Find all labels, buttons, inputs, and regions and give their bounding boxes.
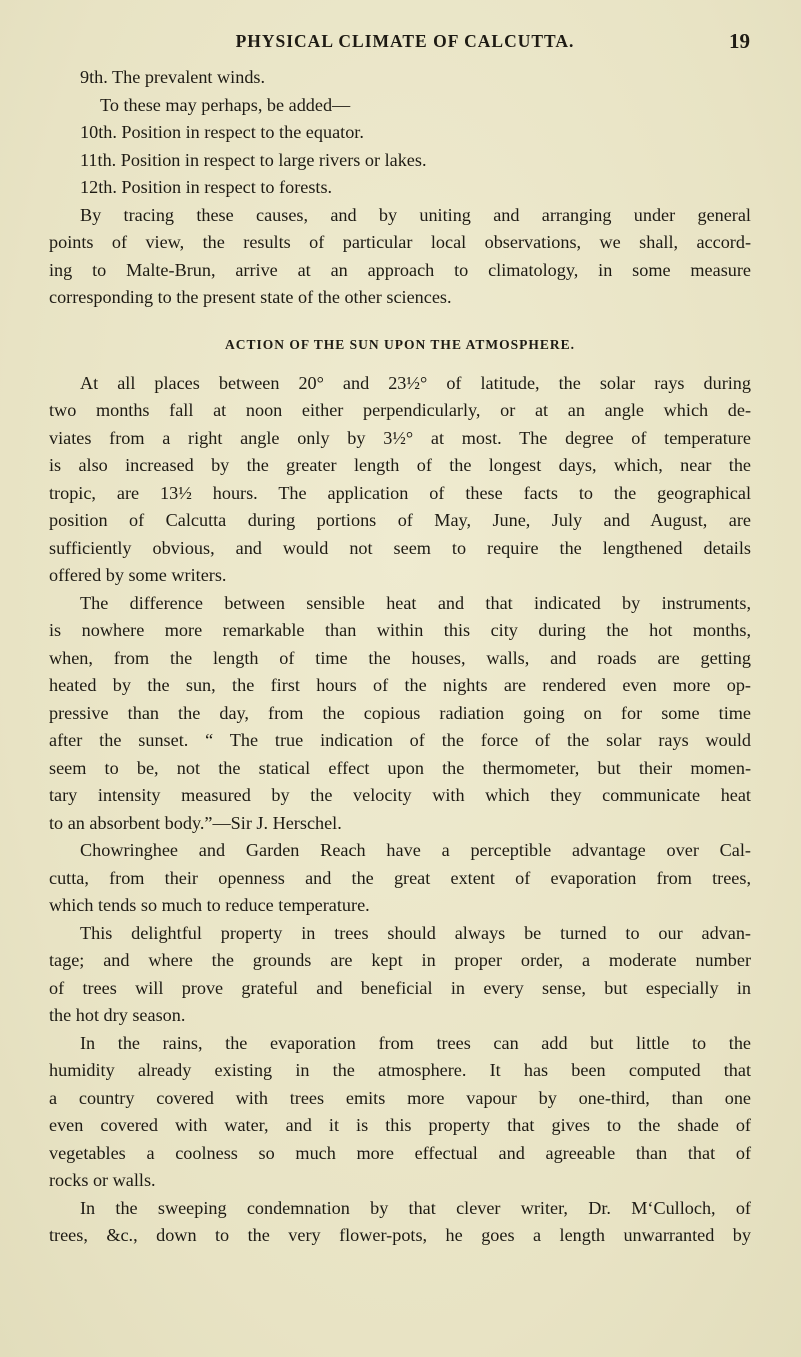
text-line: sufficiently obvious, and would not seem to require the lengthened details [49,537,751,558]
text-line: the hot dry season. [49,1005,186,1025]
text-line: to an absorbent body.”—Sir J. Herschel. [49,812,342,833]
text-line: viates from a right angle only by 3½° at most. The degree of temperature [49,427,751,448]
text-line: of trees will prove grateful and beneficial in every sense, but especially in [49,977,751,998]
text-line: tage; and where the grounds are kept in proper order, a moderate number [49,950,751,970]
running-header [60,24,750,58]
text-line: seem to be, not the statical effect upon the thermometer, but their momen- [49,757,751,778]
text-line: trees, &c., down to the very flower-pots, he goes a length unwarranted by [49,1225,751,1245]
text-line: is also increased by the greater length of the longest days, which, near the [49,455,751,475]
text-line: heated by the sun, the first hours of the nights are rendered even more op- [49,675,751,695]
text-line: even covered with water, and it is this property that gives to the shade of [49,1115,751,1135]
text-line: vegetables a coolness so much more effectual and agreeable than that of [49,1142,751,1163]
text-line: The difference between sensible heat and that indicated by instruments, [80,592,751,613]
text-line: rocks or walls. [49,1170,156,1190]
paragraph [49,370,751,590]
list-item: 9th. The prevalent winds. [80,67,266,87]
paragraph [49,1030,751,1195]
paragraph [49,590,751,838]
text-line: position of Calcutta during portions of May, June, July and August, are [49,510,751,530]
text-line: humidity already existing in the atmosphere. It has been computed that [49,1060,751,1080]
text-line: is nowhere more remarkable than within this city during the hot months, [49,620,751,640]
text-line: In the rains, the evaporation from trees can add but little to the [80,1032,751,1053]
paragraph [49,920,751,1030]
body-text [49,64,751,1250]
text-line: cutta, from their openness and the great extent of evaporation from trees, [49,867,751,888]
text-line: which tends so much to reduce temperature. [49,895,370,915]
text-line: corresponding to the present state of the other sciences. [49,287,452,307]
section-heading: ACTION OF THE SUN UPON THE ATMOSPHERE. [225,336,575,352]
text-line: In the sweeping condemnation by that clever writer, Dr. M‘Culloch, of [80,1197,751,1218]
text-line: offered by some writers. [49,565,227,585]
text-line: pressive than the day, from the copious radiation going on for some time [49,702,751,723]
text-line: points of view, the results of particular local observations, we shall, accord- [49,232,751,252]
text-line: By tracing these causes, and by uniting and arranging under general [80,204,751,225]
text-line: tary intensity measured by the velocity with which they communicate heat [49,785,751,805]
list-item: 11th. Position in respect to large rivers or lakes. [80,149,427,170]
text-line: when, from the length of time the houses, walls, and roads are getting [49,647,751,668]
text-line: tropic, are 13½ hours. The application of these facts to the geographical [49,482,751,503]
text-line: two months fall at noon either perpendicularly, or at an angle which de- [49,400,751,420]
list-item: 10th. Position in respect to the equator. [80,122,364,142]
running-title: PHYSICAL CLIMATE OF CALCUTTA. [235,31,575,51]
intro-paragraph [49,202,751,312]
text-line: At all places between 20° and 23½° of latitude, the solar rays during [80,372,751,393]
text-line: Chowringhee and Garden Reach have a perceptible advantage over Cal- [80,840,751,860]
text-line: after the sunset. “ The true indication of the force of the solar rays would [49,730,751,750]
text-line: a country covered with trees emits more vapour by one-third, than one [49,1087,751,1108]
list-item: To these may perhaps, be added— [100,94,351,115]
paragraph [49,837,751,920]
paragraph [49,1195,751,1250]
page-number: 19 [729,29,750,53]
text-line: This delightful property in trees should always be turned to our advan- [80,922,751,943]
list-item: 12th. Position in respect to forests. [80,177,333,197]
text-line: ing to Malte-Brun, arrive at an approach to climatology, in some measure [49,259,751,280]
